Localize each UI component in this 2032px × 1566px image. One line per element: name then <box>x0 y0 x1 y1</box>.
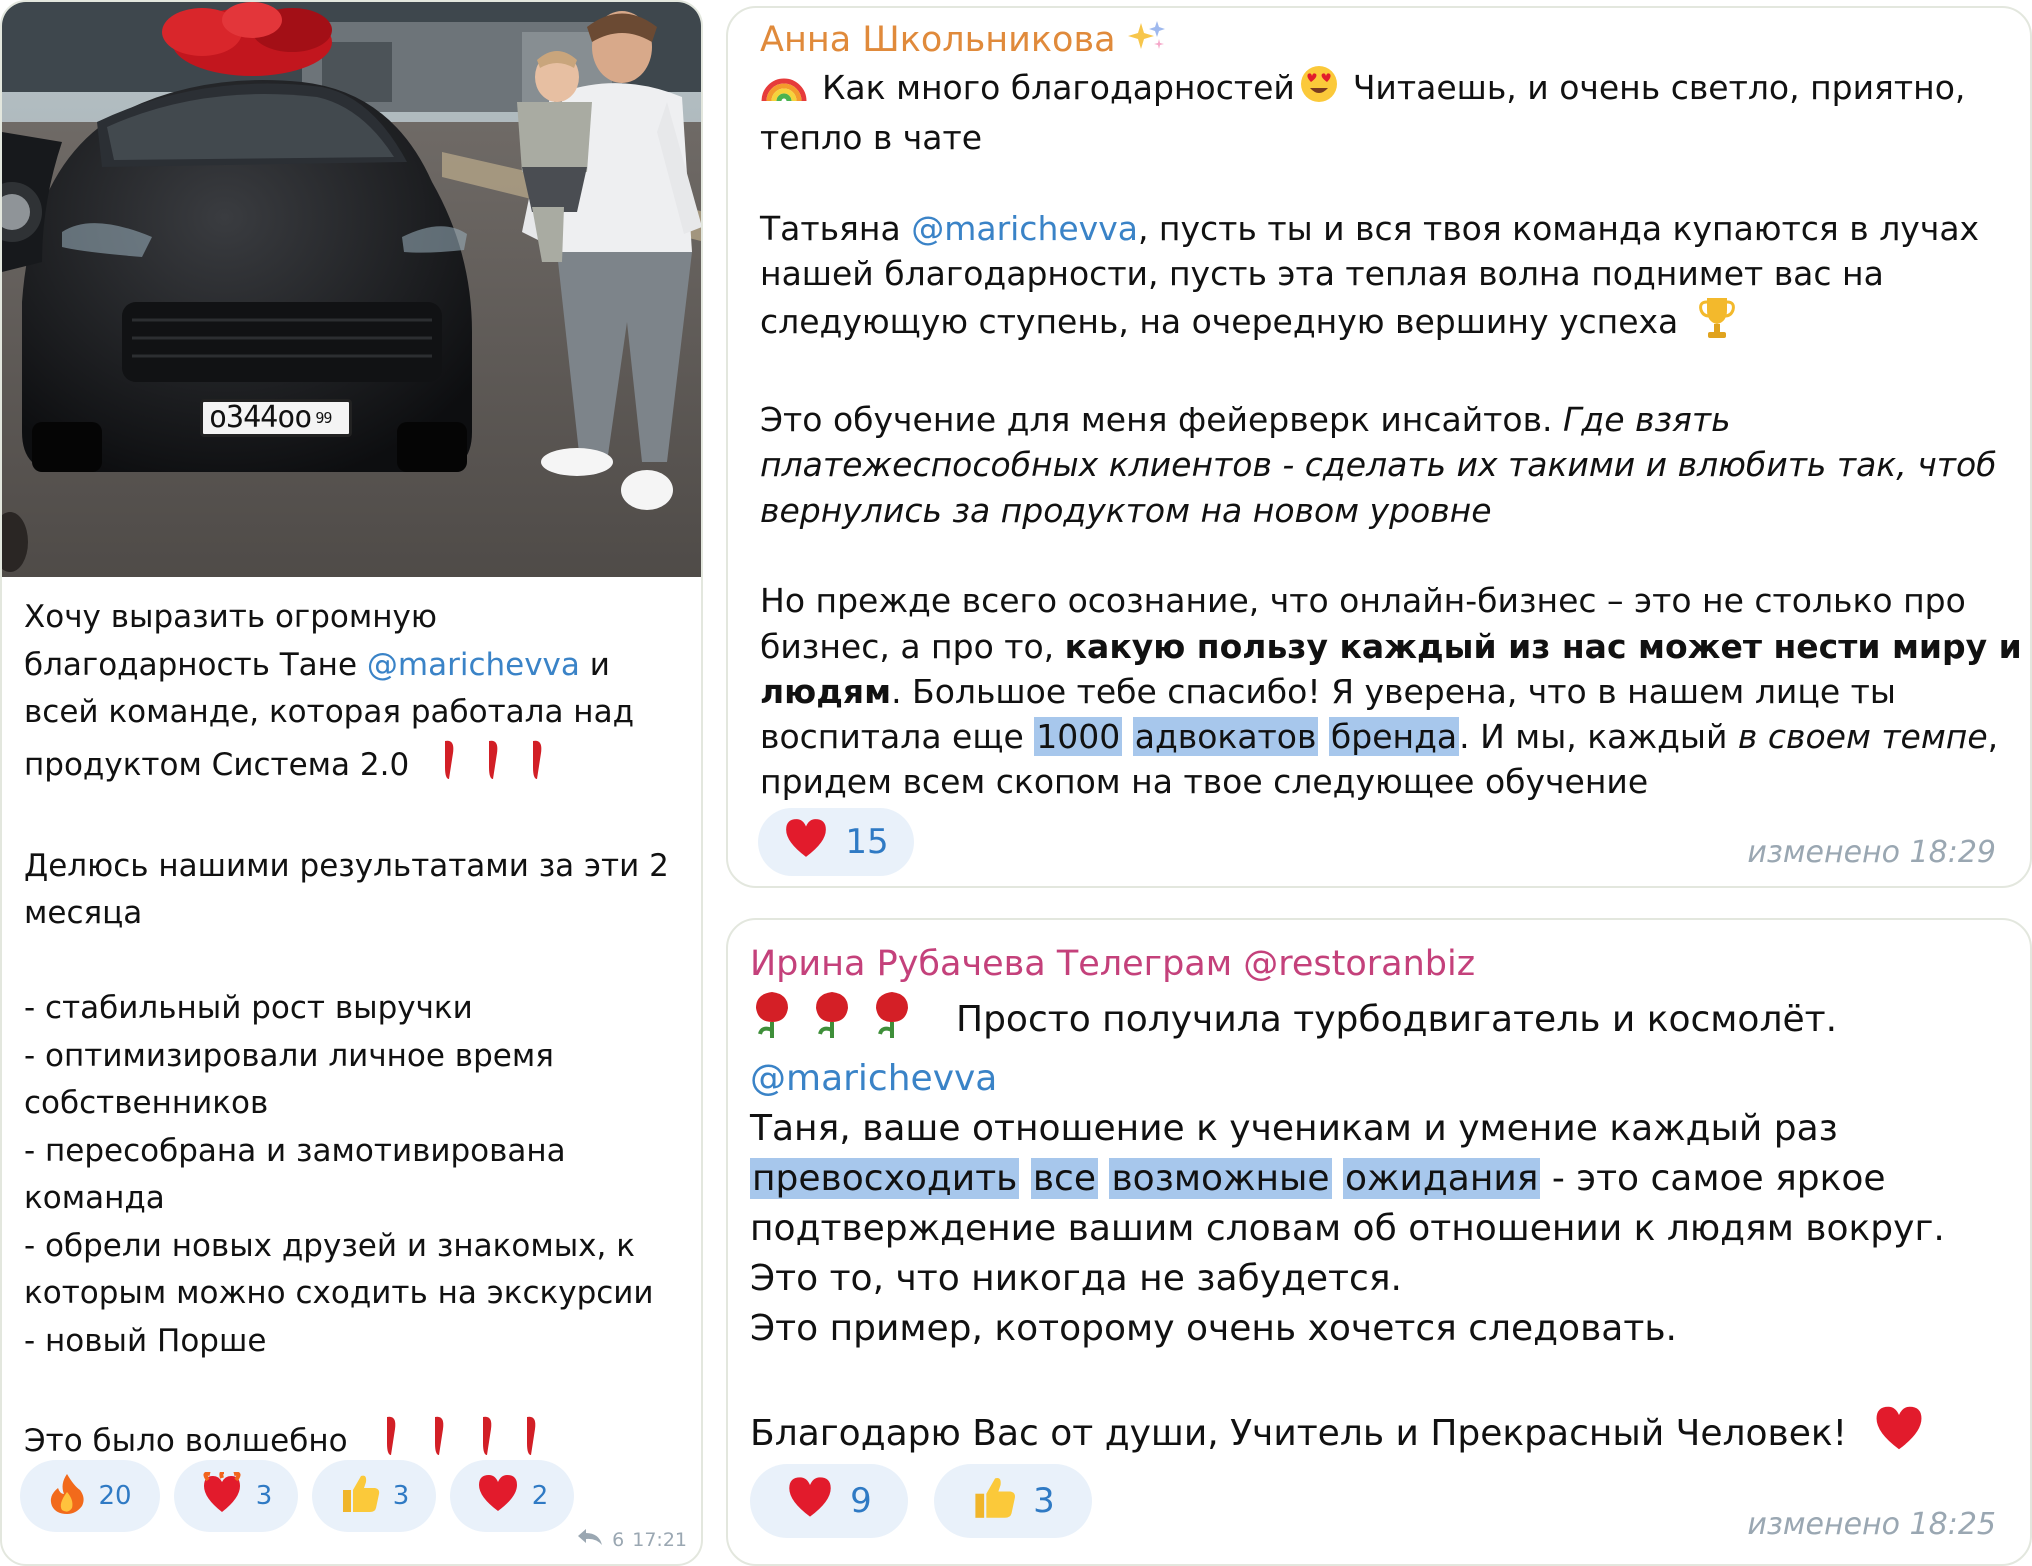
highlighted-word: бренда <box>1330 717 1458 757</box>
text-line: Это обучение для меня фейерверк инсайтов. Где взять <box>760 400 1731 440</box>
text-line: - оптимизировали личное время <box>24 1037 554 1074</box>
text-line: - новый Порше <box>24 1322 267 1359</box>
message-anna-text <box>760 64 2022 805</box>
message-photo[interactable] <box>2 2 703 577</box>
message-meta <box>576 1527 687 1552</box>
license-plate: о344оо $^{99}$ <box>200 399 352 437</box>
text-line: Таня, ваше отношение к ученикам и умение каждый раз <box>750 1108 1838 1149</box>
text-line: благодарность Тане @marichevva и <box>24 646 610 683</box>
message-anna <box>726 6 2032 888</box>
text-line: Это то, что никогда не забудется. <box>750 1258 1402 1299</box>
reaction-heart[interactable] <box>450 1460 574 1532</box>
text-line: Хочу выразить огромную <box>24 599 437 635</box>
heart-eyes-icon <box>1299 64 1339 115</box>
text-line: Благодарю Вас от души, Учитель и Прекрасный Человек! <box>750 1404 1945 1466</box>
text-line: Но прежде всего осознание, что онлайн-бизнес – это не столько про <box>760 581 1966 621</box>
highlighted-word: превосходить <box>752 1158 1018 1199</box>
mention-link[interactable]: @marichevva <box>366 646 580 683</box>
message-left-text <box>24 594 694 1471</box>
mention-link[interactable]: @marichevva <box>750 1058 998 1099</box>
text-line: следующую ступень, на очередную вершину успеха <box>760 296 2022 351</box>
reaction-count: 2 <box>531 1481 549 1511</box>
text-line: нашей благодарности, пусть эта теплая волна поднимет вас на <box>760 254 1884 294</box>
text-line: которым можно сходить на экскурсии <box>24 1275 654 1311</box>
text-line: тепло в чате <box>760 118 983 158</box>
highlighted-word: возможные <box>1111 1158 1330 1199</box>
heart-icon <box>786 1475 834 1528</box>
reaction-count: 9 <box>850 1481 872 1521</box>
text-line <box>750 1054 1945 1104</box>
heart-icon <box>1873 1404 1925 1466</box>
mention-link[interactable]: @marichevva <box>911 208 1138 248</box>
text-line: придем всем скопом на твое следующее обучение <box>760 762 1649 802</box>
reactions-bar <box>20 1460 588 1532</box>
reaction-heart[interactable] <box>758 808 914 876</box>
text-line: продуктом Система 2.0 <box>24 737 694 796</box>
reaction-heart-on-fire[interactable] <box>174 1460 298 1532</box>
highlighted-word: адвокатов <box>1134 717 1317 757</box>
text-line: вернулись за продуктом на новом уровне <box>760 490 1492 530</box>
text-line: команда <box>24 1180 165 1216</box>
author-name[interactable]: Ирина Рубачева Телеграм @restoranbiz <box>750 944 1476 984</box>
red-pepper-emoji-icon <box>437 737 547 796</box>
text-line: Как много благодарностей Читаешь, и очень светло, приятно, <box>760 64 2022 115</box>
text-line: превосходить все возможные ожидания - это самое яркое <box>752 1158 1886 1199</box>
heart-icon <box>783 817 829 868</box>
highlighted-word: все <box>1032 1158 1097 1199</box>
text-line: Делюсь нашими результатами за эти 2 <box>24 847 669 884</box>
text-line: собственников <box>24 1085 269 1121</box>
text-line: - стабильный рост выручки <box>24 990 473 1026</box>
text-line: подтверждение вашим словам об отношении к людям вокруг. <box>750 1208 1945 1249</box>
reaction-count: 20 <box>98 1481 132 1511</box>
text-line: бизнес, а про то, какую пользу каждый из нас может нести миру и <box>760 626 2022 666</box>
text-line: платежеспособных клиентов - сделать их такими и влюбить так, чтоб <box>760 445 1997 485</box>
reaction-thumbs-up[interactable] <box>934 1464 1092 1538</box>
reactions-bar <box>750 1464 1118 1538</box>
reply-icon[interactable] <box>576 1527 604 1552</box>
edited-timestamp: изменено 18:29 <box>1747 835 1996 870</box>
reaction-heart[interactable] <box>750 1464 908 1538</box>
text-line: - пересобрана и замотивирована <box>24 1132 566 1169</box>
reply-count: 6 <box>612 1528 625 1551</box>
reaction-fire[interactable] <box>20 1460 160 1532</box>
message-left <box>0 0 703 1566</box>
sparkles-icon <box>1127 19 1167 64</box>
thumbs-up-icon <box>339 1472 381 1521</box>
rose-icon <box>750 988 930 1054</box>
edited-timestamp: изменено 18:25 <box>1747 1507 1996 1542</box>
text-line: Это было волшебно <box>24 1413 694 1472</box>
highlighted-word: ожидания <box>1345 1158 1539 1199</box>
text-line: месяца <box>24 895 143 931</box>
text-line: людям. Большое тебе спасибо! Я уверена, что в нашем лице ты <box>760 671 1896 711</box>
text-line: воспитала еще 1000 адвокатов бренда. И мы, каждый в своем темпе, <box>760 717 1999 757</box>
highlighted-word: 1000 <box>1036 717 1121 757</box>
text-line: - обрели новых друзей и знакомых, к <box>24 1227 635 1264</box>
reaction-count: 3 <box>255 1481 273 1511</box>
rainbow-icon <box>760 65 808 114</box>
reactions-bar <box>758 808 940 876</box>
trophy-icon <box>1699 296 1735 351</box>
message-time: 17:21 <box>632 1528 687 1551</box>
message-irina <box>726 918 2032 1566</box>
author-name[interactable]: Анна Школьникова <box>760 18 1167 64</box>
fire-icon <box>48 1472 86 1521</box>
text-line: Это пример, которому очень хочется следовать. <box>750 1308 1677 1349</box>
reaction-thumbs-up[interactable] <box>312 1460 436 1532</box>
heart-on-fire-icon <box>200 1472 244 1521</box>
heart-icon <box>476 1473 520 1520</box>
reaction-count: 3 <box>392 1481 410 1511</box>
text-line: Просто получила турбодвигатель и космолёт. <box>750 988 1945 1054</box>
reaction-count: 3 <box>1033 1481 1055 1521</box>
message-irina-text <box>750 988 1945 1466</box>
reaction-count: 15 <box>845 822 889 862</box>
thumbs-up-icon <box>971 1474 1017 1529</box>
text-line: всей команде, которая работала над <box>24 694 635 730</box>
text-line: Татьяна @marichevva, пусть ты и вся твоя команда купаются в лучах <box>760 208 1980 248</box>
